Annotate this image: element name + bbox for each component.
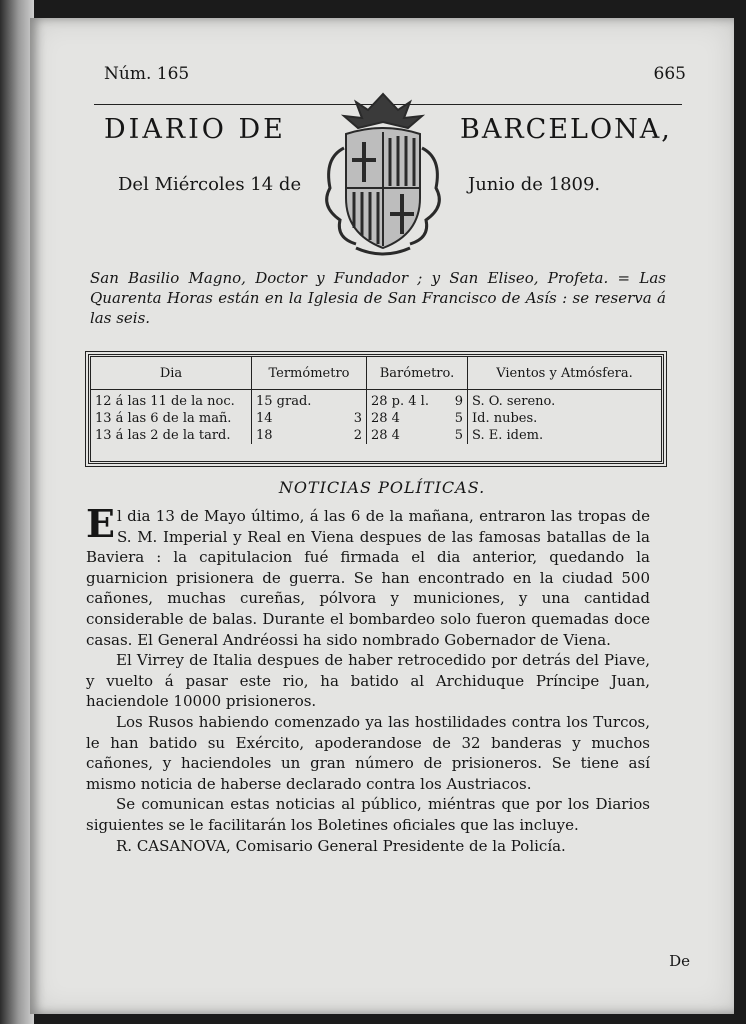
date-right: Junio de 1809. <box>468 174 601 195</box>
paragraph: Se comunican estas noticias al público, miéntras que por los Diarios siguientes se le facilitarán los Boletines oficiales que las incluye. <box>86 795 650 834</box>
paragraph: El dia 13 de Mayo último, á las 6 de la mañana, entraron las tropas de S. M. Imperial y Real en Viena despues de las famosas batallas de la Baviera : la capitulacion fué firmada el dia anterior, quedando la guarnicion prisionera de guerra. Se han encontrado en la ciudad 500 cañones, muchas cureñas, pólvora y municiones, y una cantidad considerable de balas. Durante el bombardeo solo fueron quemadas doce casas. El General Andréossi ha sido nombrado Gobernador de Viena. <box>86 501 650 649</box>
weather-thermo: 14 <box>256 411 273 426</box>
saints-of-the-day: San Basilio Magno, Doctor y Fundador ; y San Eliseo, Profeta. = Las Quarenta Horas están en la Iglesia de San Francisco de Asís : se reserva á las seis. <box>90 269 666 327</box>
weather-baro: 28 4 <box>371 428 400 443</box>
weather-day: 13 á las 6 de la mañ. <box>91 410 252 427</box>
weather-header-barometer: Barómetro. <box>367 357 468 390</box>
weather-day: 12 á las 11 de la noc. <box>91 390 252 411</box>
signature: R. CASANOVA, Comisario General Presidente de la Policía. <box>116 836 566 855</box>
weather-baro-frac: 5 <box>454 411 463 426</box>
weather-thermo: 15 grad. <box>256 394 312 409</box>
paragraph: Los Rusos habiendo comenzado ya las hostilidades contra los Turcos, le han batido su Exército, apoderandose de 32 banderas y muchos cañones, y haciendoles un gran número de prisioneros. Se tiene así mismo noticia de haberse declarado contra los Austriacos. <box>86 712 650 793</box>
weather-header-winds: Vientos y Atmósfera. <box>468 357 662 390</box>
weather-header-thermometer: Termómetro <box>252 357 367 390</box>
drop-cap: E <box>86 501 115 546</box>
page-number: 665 <box>653 64 686 84</box>
weather-row <box>91 427 661 444</box>
masthead-title-right: BARCELONA, <box>460 114 672 145</box>
newspaper-page <box>30 18 734 1014</box>
book-spine <box>0 0 34 1024</box>
weather-winds: Id. nubes. <box>472 411 538 426</box>
weather-winds: S. O. sereno. <box>472 394 556 409</box>
weather-row <box>91 410 661 427</box>
weather-table <box>88 354 664 464</box>
weather-thermo-frac: 3 <box>353 411 362 426</box>
barcelona-coat-of-arms <box>306 88 460 258</box>
weather-baro: 28 p. 4 l. <box>371 394 429 409</box>
weather-baro-frac: 5 <box>454 428 463 443</box>
section-title: NOTICIAS POLÍTICAS. <box>278 478 486 497</box>
weather-thermo-frac: 2 <box>353 428 362 443</box>
catchword: De <box>669 952 690 970</box>
date-left: Del Miércoles 14 de <box>118 174 302 195</box>
weather-row <box>91 390 661 411</box>
weather-baro-frac: 9 <box>454 394 463 409</box>
weather-thermo: 18 <box>256 428 273 443</box>
weather-day: 13 á las 2 de la tard. <box>91 427 252 444</box>
masthead-title-left: DIARIO DE <box>104 114 286 145</box>
weather-header-day: Dia <box>91 357 252 390</box>
issue-number: Núm. 165 <box>104 64 190 84</box>
weather-winds: S. E. idem. <box>472 428 544 443</box>
weather-baro: 28 4 <box>371 411 400 426</box>
paragraph: El Virrey de Italia despues de haber retrocedido por detrás del Piave, y vuelto á pasar este rio, ha batido al Archiduque Príncipe Juan, haciendole 10000 prisioneros. <box>86 651 650 711</box>
article-body <box>86 501 650 856</box>
